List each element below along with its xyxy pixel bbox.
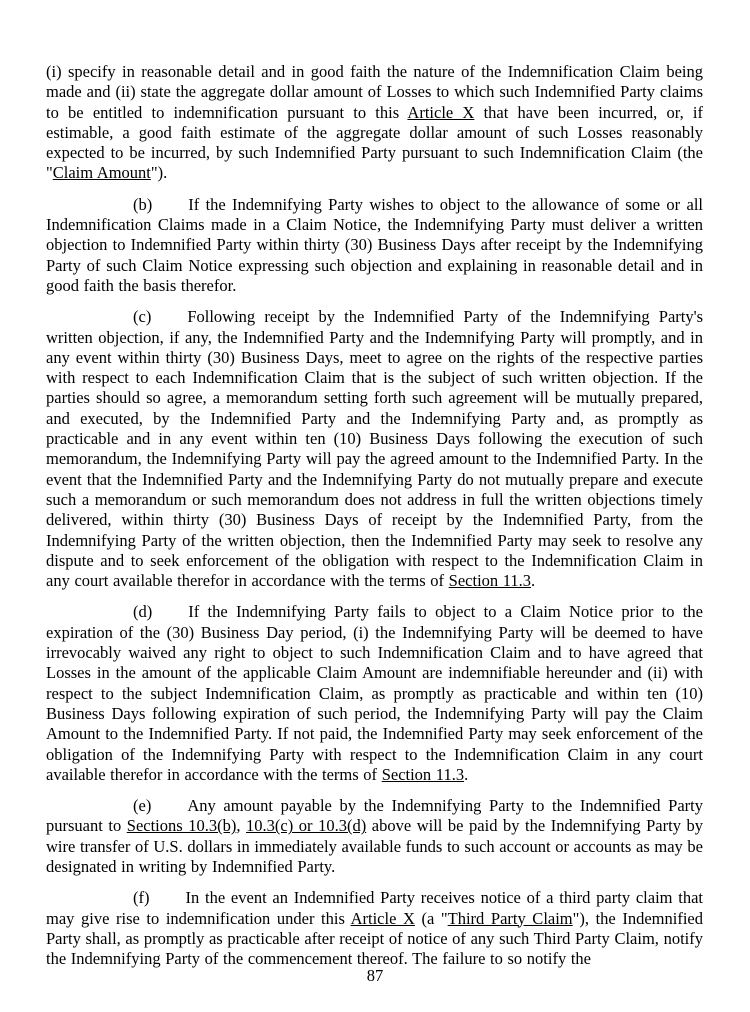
paragraph-d <box>46 602 703 785</box>
cross-reference: 10.3(c) or 10.3(d) <box>246 816 367 836</box>
cross-reference: Section 11.3 <box>381 764 465 784</box>
text-run: Following receipt by the Indemnified Party of the Indemnifying Party's written objection, if any, the Indemnified Party and the Indemnifying Party will promptly, and in any event within thirty (30) Business Days, meet to agree on the rights of the respective parties with respect to each Indemnification Claim that is the subject of such written objection. If the parties should so agree, a memorandum setting forth such agreement will be mutually prepared, and executed, by the Indemnified Party and the Indemnifying Party and, as promptly as practicable and in any event within ten (10) Business Days following the execution of such memorandum, the Indemnifying Party will pay the agreed amount to the Indemnified Party. In the event that the Indemnified Party and the Indemnifying Party do not mutually prepare and execute such a memorandum or such memorandum does not address in full the written objections timely delivered, within thirty (30) Business Days of receipt by the Indemnified Party, from the Indemnifying Party of the written objection, then the Indemnified Party may seek to resolve any dispute and to seek enforcement of the obligation with respect to the Indemnification Claim in any court available therefor in accordance with the terms of <box>46 307 703 591</box>
paragraph-label: (b) <box>133 194 153 214</box>
paragraph-c <box>46 307 703 591</box>
text-run: "), the Indemnified Party shall, as promptly as practicable after receipt of notice of any such Third Party Claim, notify the Indemnifying Party of the commencement thereof. The failure to so notify the <box>46 908 703 969</box>
text-run: If the Indemnifying Party wishes to object to the allowance of some or all Indemnification Claims made in a Claim Notice, the Indemnifying Party must deliver a written objection to Indemnified Party within thirty (30) Business Days after receipt by the Indemnifying Party of such Claim Notice expressing such objection and explaining in reasonable detail and in good faith the basis therefor. <box>46 194 703 295</box>
paragraph-label: (c) <box>133 307 152 327</box>
text-run: above will be paid by the Indemnifying Party by wire transfer of U.S. dollars in immediately available funds to such account or accounts as may be designated in writing by Indemnified Party. <box>46 816 704 876</box>
paragraph-e <box>46 796 703 877</box>
text-run: "). <box>150 163 168 183</box>
text-run: . <box>531 571 536 591</box>
cross-reference: Article X <box>350 908 415 928</box>
text-run: , <box>236 816 247 836</box>
text-run: In the event an Indemnified Party receives notice of a third party claim that may give rise to indemnification under this <box>46 888 703 928</box>
text-run: . <box>464 764 469 784</box>
paragraph-intro <box>46 62 703 184</box>
paragraph-label: (e) <box>133 796 152 816</box>
cross-reference: Third Party Claim <box>447 908 573 928</box>
paragraph-label: (f) <box>133 888 150 908</box>
cross-reference: Sections 10.3(b) <box>126 816 237 836</box>
cross-reference: Section 11.3 <box>448 571 532 591</box>
page-number: 87 <box>366 966 384 985</box>
text-run: If the Indemnifying Party fails to object to a Claim Notice prior to the expiration of the (30) Business Day period, (i) the Indemnifying Party will be deemed to have irrevocably waived any right to object to such Indemnification Claim and to have agreed that Losses in the amount of the applicable Claim Amount are indemnifiable hereunder and (ii) with respect to the subject Indemnification Claim, as promptly as practicable and within ten (10) Business Days following expiration of such period, the Indemnifying Party will pay the Claim Amount to the Indemnified Party. If not paid, the Indemnified Party may seek enforcement of the obligation of the Indemnifying Party with respect to the Indemnification Claim in any court available therefor in accordance with the terms of <box>46 602 703 784</box>
text-run: Any amount payable by the Indemnifying Party to the Indemnified Party pursuant to <box>46 796 703 836</box>
cross-reference: Claim Amount <box>52 163 151 183</box>
text-run: that have been incurred, or, if estimable, a good faith estimate of the aggregate dollar amount of such Losses reasonably expected to be incurred, by such Indemnified Party pursuant to such Indemnification Claim (the " <box>46 102 703 183</box>
text-run: (i) specify in reasonable detail and in good faith the nature of the Indemnification Claim being made and (ii) state the aggregate dollar amount of Losses to which such Indemnified Party claims to be entitled to indemnification pursuant to this <box>46 62 703 122</box>
cross-reference: Article X <box>407 102 475 122</box>
paragraph-b <box>46 195 703 296</box>
paragraph-label: (d) <box>133 602 153 622</box>
text-run: (a " <box>414 908 448 928</box>
paragraph-f <box>46 888 703 969</box>
